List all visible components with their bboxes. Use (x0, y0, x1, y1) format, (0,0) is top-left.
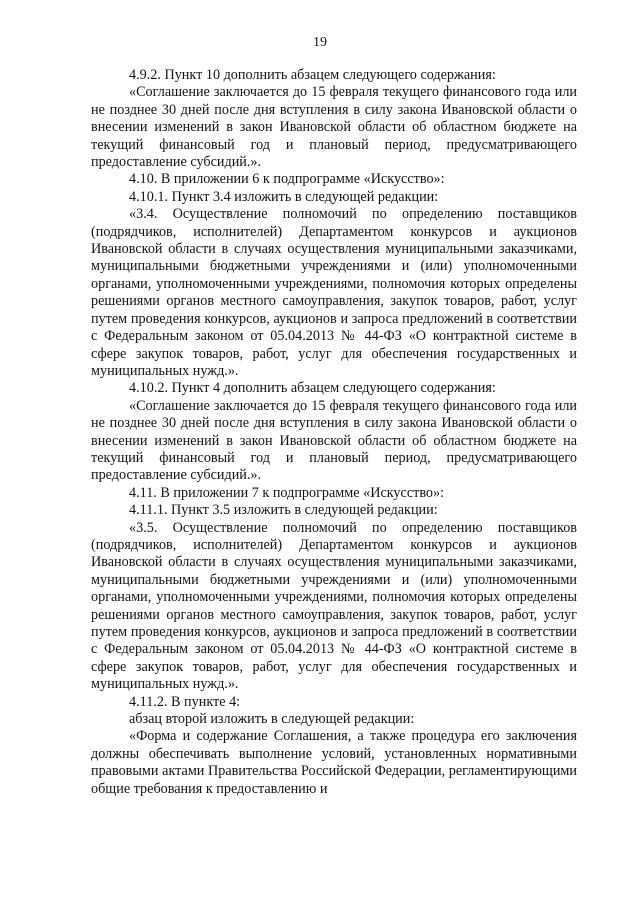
paragraph-4-10-2: 4.10.2. Пункт 4 дополнить абзацем следующего содержания: (129, 380, 496, 397)
paragraph-4-11-2: 4.11.2. В пункте 4: (129, 693, 241, 710)
paragraph-agreement-clause-1: «Соглашение заключается до 15 февраля текущего финансового года или не позднее 30 дней после дня вступления в силу закона Ивановской области о внесении изменений в закон Ивановской области об областном бюджете на текущий финансовый год и плановый период, предусматривающего предоставление субсидий.». (91, 84, 577, 171)
paragraph-4-10-1: 4.10.1. Пункт 3.4 изложить в следующей редакции: (129, 188, 439, 205)
paragraph-agreement-form: «Форма и содержание Соглашения, а также процедура его заключения должны обеспечивать выполнение условий, установленных нормативными правовыми актами Правительства Российской Федерации, регламентирующими общие требования к предоставлению и (91, 728, 577, 797)
paragraph-clause-3-5: «3.5. Осуществление полномочий по определению поставщиков (подрядчиков, исполнителей) Департаментом конкурсов и аукционов Ивановской области в случаях осуществления муниципальными заказчиками, муниципальными бюджетными учреждениями и (или) уполномоченными органами, уполномоченными учреждениями, полномочия которых определены решениями органов местного самоуправления, закупок товаров, работ, услуг путем проведения конкурсов, аукционов и запроса предложений в соответствии с Федеральным законом от 05.04.2013 № 44-ФЗ «О контрактной системе в сфере закупок товаров, работ, услуг для обеспечения государственных и муниципальных нужд.». (91, 519, 577, 693)
paragraph-4-11: 4.11. В приложении 7 к подпрограмме «Искусство»: (129, 484, 445, 501)
paragraph-4-11-1: 4.11.1. Пункт 3.5 изложить в следующей редакции: (129, 502, 438, 519)
paragraph-agreement-clause-2: «Соглашение заключается до 15 февраля текущего финансового года или не позднее 30 дней после дня вступления в силу закона Ивановской области о внесении изменений в закон Ивановской области об областном бюджете на текущий финансовый год и плановый период, предусматривающего предоставление субсидий.». (91, 397, 577, 484)
paragraph-4-9-2: 4.9.2. Пункт 10 дополнить абзацем следующего содержания: (129, 67, 496, 83)
page-number: 19 (313, 35, 327, 50)
paragraph-4-10: 4.10. В приложении 6 к подпрограмме «Искусство»: (129, 171, 445, 188)
paragraph-second-abzac: абзац второй изложить в следующей редакции: (129, 711, 415, 728)
document-body (91, 67, 577, 798)
paragraph-clause-3-4: «3.4. Осуществление полномочий по определению поставщиков (подрядчиков, исполнителей) Департаментом конкурсов и аукционов Ивановской области в случаях осуществления муниципальными заказчиками, муниципальными бюджетными учреждениями и (или) уполномоченными органами, уполномоченными учреждениями, полномочия которых определены решениями органов местного самоуправления, закупок товаров, работ, услуг путем проведения конкурсов, аукционов и запроса предложений в соответствии с Федеральным законом от 05.04.2013 № 44-ФЗ «О контрактной системе в сфере закупок товаров, работ, услуг для обеспечения государственных и муниципальных нужд.». (91, 206, 577, 379)
